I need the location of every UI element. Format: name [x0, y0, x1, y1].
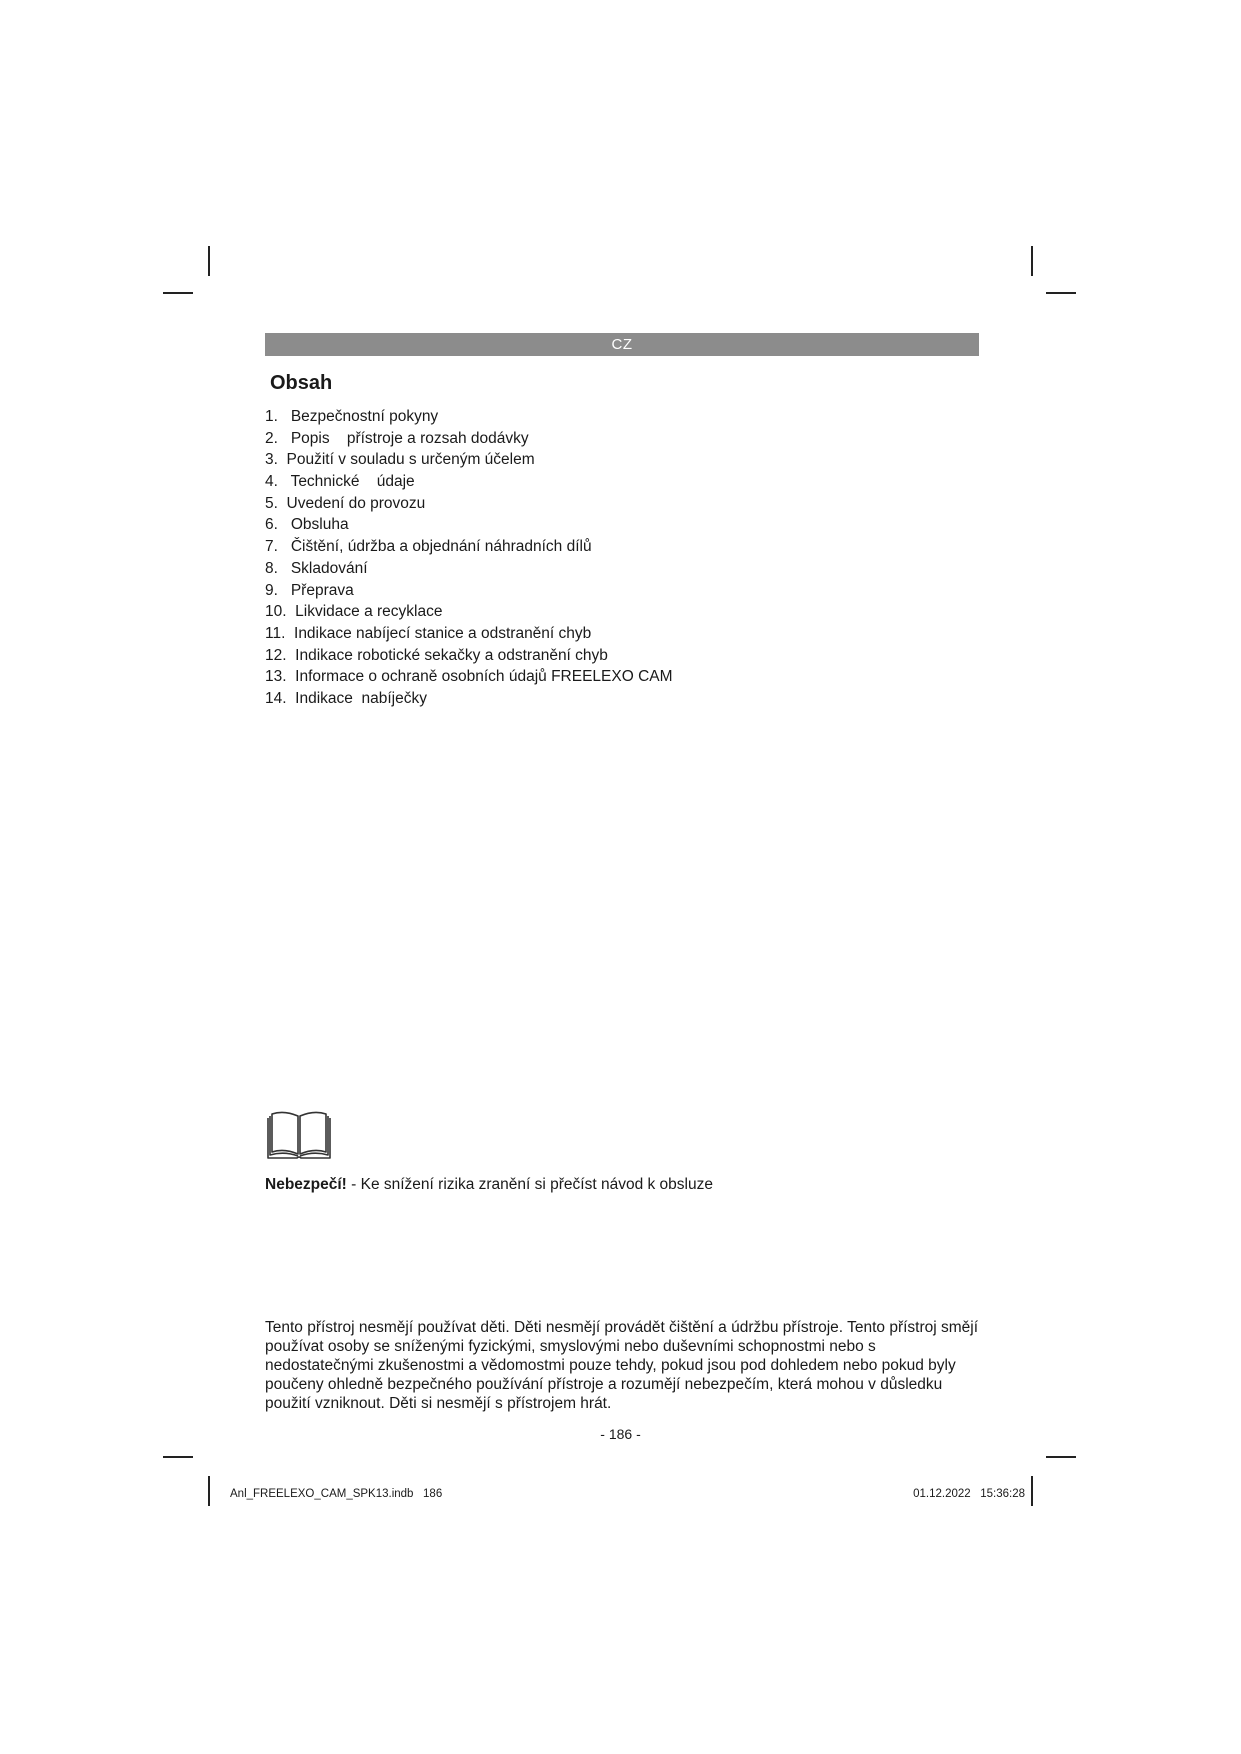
warning-text — [265, 1176, 713, 1194]
toc-item: 5. Uvedení do provozu — [265, 494, 426, 512]
toc-item: 2. Popis přístroje a rozsah dodávky — [265, 429, 529, 447]
language-header-bar — [265, 333, 979, 356]
toc-item: 1. Bezpečnostní pokyny — [265, 408, 439, 425]
footer-timestamp: 01.12.2022 15:36:28 — [913, 1488, 1025, 1500]
toc-item: 10. Likvidace a recyklace — [265, 603, 443, 621]
warning-message: - Ke snížení rizika zranění si přečíst návod k obsluze — [346, 1176, 713, 1193]
toc-item: 12. Indikace robotické sekačky a odstranění chyb — [265, 646, 608, 664]
warning-label: Nebezpečí! — [265, 1176, 347, 1193]
crop-mark-bottom-left-h — [163, 1456, 193, 1458]
toc-item: 14. Indikace nabíječky — [265, 689, 427, 707]
toc-item: 7. Čištění, údržba a objednání náhradních dílů — [265, 538, 592, 556]
table-of-contents — [265, 406, 673, 710]
toc-item: 8. Skladování — [265, 559, 368, 577]
crop-mark-bottom-right — [1031, 1476, 1033, 1506]
language-code: CZ — [611, 336, 633, 353]
toc-item: 13. Informace o ochraně osobních údajů FREELEXO CAM — [265, 668, 673, 686]
page-number: - 186 - — [600, 1426, 641, 1442]
toc-item: 4. Technické údaje — [265, 473, 415, 491]
crop-mark-bottom-right-h — [1046, 1456, 1076, 1458]
toc-title: Obsah — [270, 372, 333, 394]
crop-mark-top-left-h — [163, 292, 193, 294]
book-icon — [266, 1110, 332, 1160]
crop-mark-bottom-left — [208, 1476, 210, 1506]
safety-notice: Tento přístroj nesmějí používat děti. Děti nesmějí provádět čištění a údržbu přístroje. Tento přístroj smějí používat osoby se sníženými fyzickými, smyslovými nebo duševními schopnostmi nebo s nedostatečnými zkušenostmi a vědomostmi pouze tehdy, pokud jsou pod dohledem nebo pokud byly poučeny ohledně bezpečného používání přístroje a rozumějí nebezpečím, která mohou v důsledku použití vzniknout. Děti si nesmějí s přístrojem hrát. — [265, 1319, 979, 1412]
crop-mark-top-right-h — [1046, 292, 1076, 294]
crop-mark-top-left — [208, 246, 210, 276]
toc-item: 9. Přeprava — [265, 581, 354, 599]
footer-file-info: Anl_FREELEXO_CAM_SPK13.indb 186 — [230, 1488, 443, 1500]
toc-item: 6. Obsluha — [265, 516, 349, 534]
crop-mark-top-right — [1031, 246, 1033, 276]
toc-item: 3. Použití v souladu s určeným účelem — [265, 451, 535, 469]
toc-item: 11. Indikace nabíjecí stanice a odstranění chyb — [265, 624, 592, 642]
